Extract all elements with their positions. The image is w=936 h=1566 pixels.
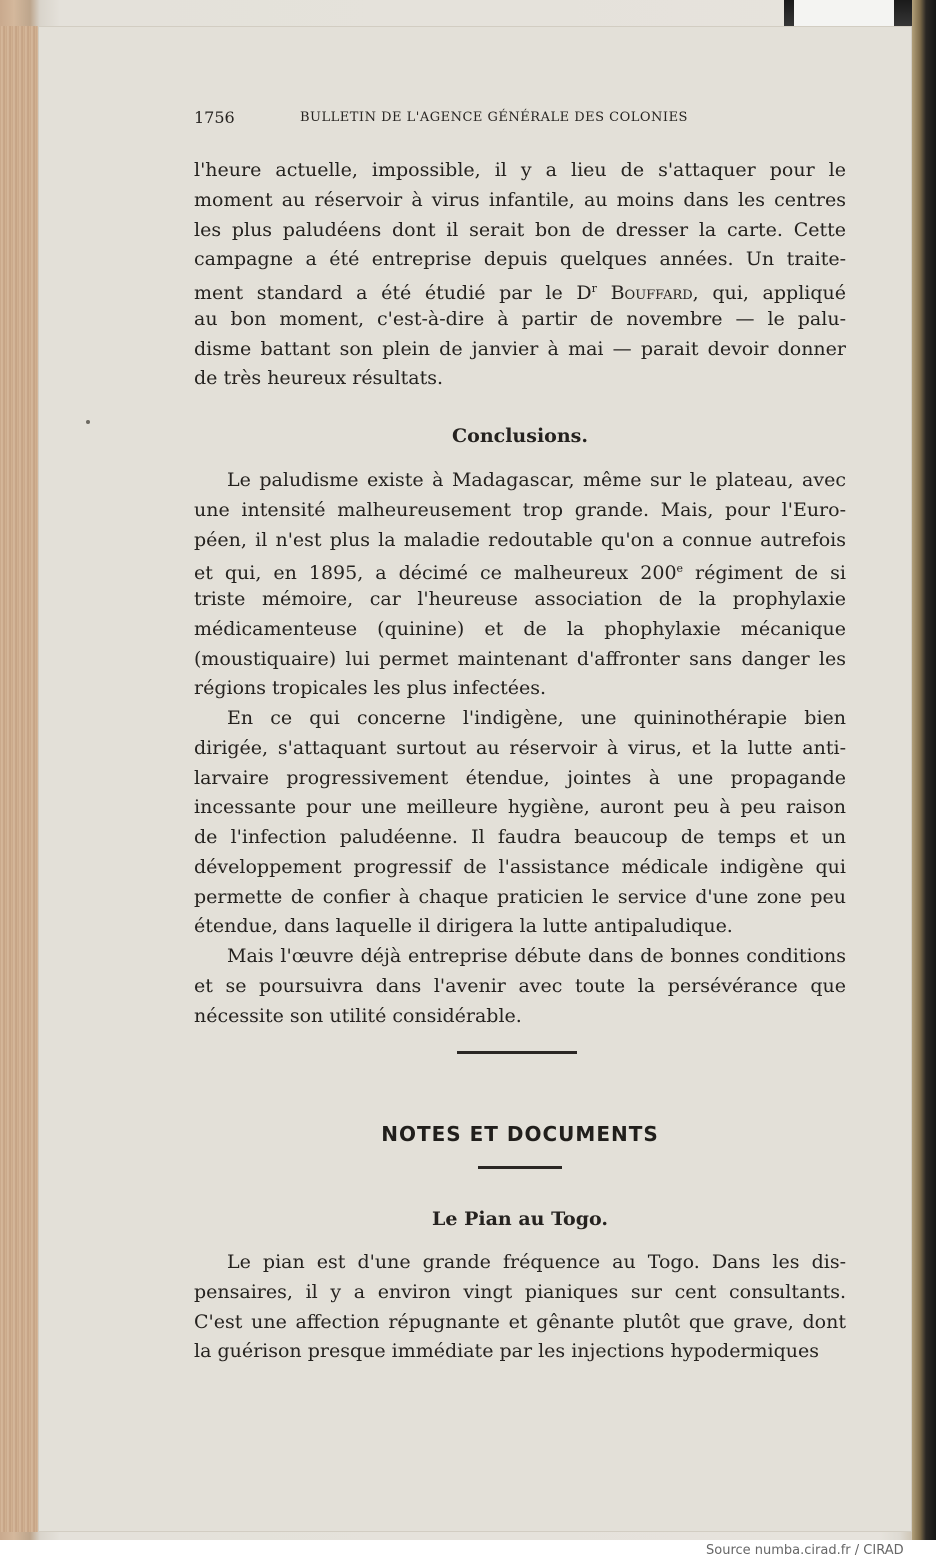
text-span: , qui, appliqué bbox=[692, 282, 846, 304]
text-line: de très heureux résultats. bbox=[194, 367, 444, 390]
text-line: régions tropicales les plus infectées. bbox=[194, 677, 547, 700]
text-line: étendue, dans laquelle il dirigera la lutte antipaludique. bbox=[194, 915, 733, 938]
text-line: médicamenteuse (quinine) et de la phophylaxie mécanique bbox=[194, 617, 846, 640]
text-line: Mais l'œuvre déjà entreprise débute dans de bonnes conditions bbox=[227, 945, 846, 967]
text-line: de l'infection paludéenne. Il faudra beaucoup de temps et un bbox=[194, 826, 846, 848]
section-rule-top bbox=[457, 1051, 577, 1054]
text-line: campagne a été entreprise depuis quelques années. Un traite- bbox=[194, 248, 846, 271]
text-line bbox=[194, 277, 846, 303]
text-line: C'est une affection répugnante et gênante plutôt que grave, dont bbox=[194, 1310, 846, 1333]
superscript: e bbox=[676, 562, 684, 576]
text-line: nécessite son utilité considérable. bbox=[194, 1004, 522, 1027]
text-line: et se poursuivra dans l'avenir avec toute la persévérance que bbox=[194, 974, 846, 997]
book-page-edges bbox=[0, 26, 38, 1532]
text-span: ment standard a été étudié par le D bbox=[194, 282, 592, 304]
page-number: 1756 bbox=[194, 108, 235, 127]
top-scan-tab bbox=[794, 0, 894, 28]
conclusions-heading: Conclusions. bbox=[452, 425, 588, 447]
text-line: développement progressif de l'assistance médicale indigène qui bbox=[194, 855, 846, 878]
text-line: une intensité malheureusement trop grande. Mais, pour l'Euro- bbox=[194, 498, 846, 521]
section-title: NOTES ET DOCUMENTS bbox=[381, 1122, 659, 1146]
text-line: la guérison presque immédiate par les injections hypodermiques bbox=[194, 1340, 820, 1363]
article-title: Le Pian au Togo. bbox=[432, 1208, 608, 1230]
text-line bbox=[194, 557, 846, 583]
text-span: régiment de si bbox=[683, 562, 846, 585]
text-line: pensaires, il y a environ vingt pianiques sur cent consultants. bbox=[194, 1280, 846, 1303]
text-line: l'heure actuelle, impossible, il y a lieu de s'attaquer pour le bbox=[194, 159, 846, 181]
text-line: les plus paludéens dont il serait bon de dresser la carte. Cette bbox=[194, 218, 846, 241]
text-line: dirigée, s'attaquant surtout au réservoir à virus, et la lutte anti- bbox=[194, 736, 846, 759]
page-header bbox=[194, 108, 848, 132]
text-line: moment au réservoir à virus infantile, au moins dans les centres bbox=[194, 188, 846, 211]
text-line: péen, il n'est plus la maladie redoutable qu'on a connue autrefois bbox=[194, 528, 846, 551]
text-span: et qui, en 1895, a décimé ce malheureux 200 bbox=[194, 562, 677, 585]
author-name: Bouffard bbox=[610, 282, 693, 304]
scan-speck bbox=[86, 420, 90, 424]
text-line: disme battant son plein de janvier à mai — parait devoir donner bbox=[194, 337, 846, 360]
section-rule-bottom bbox=[478, 1166, 562, 1169]
text-line: permette de confier à chaque praticien le service d'une zone peu bbox=[194, 885, 846, 908]
text-line: larvaire progressivement étendue, jointes à une propagande bbox=[194, 766, 846, 789]
book-binding-edge bbox=[912, 0, 936, 1540]
text-line: Le pian est d'une grande fréquence au Togo. Dans les dis- bbox=[227, 1251, 846, 1273]
text-line: incessante pour une meilleure hygiène, auront peu à peu raison bbox=[194, 796, 846, 819]
text-line: En ce qui concerne l'indigène, une quininothérapie bien bbox=[227, 707, 846, 729]
text-line: (moustiquaire) lui permet maintenant d'affronter sans danger les bbox=[194, 647, 846, 670]
text-line: triste mémoire, car l'heureuse association de la prophylaxie bbox=[194, 588, 846, 610]
superscript: r bbox=[591, 282, 597, 295]
text-line: au bon moment, c'est-à-dire à partir de novembre — le palu- bbox=[194, 307, 846, 330]
source-credit: Source numba.cirad.fr / CIRAD bbox=[706, 1543, 904, 1558]
running-title: BULLETIN DE L'AGENCE GÉNÉRALE DES COLONIES bbox=[300, 110, 688, 125]
text-line: Le paludisme existe à Madagascar, même sur le plateau, avec bbox=[227, 469, 846, 491]
